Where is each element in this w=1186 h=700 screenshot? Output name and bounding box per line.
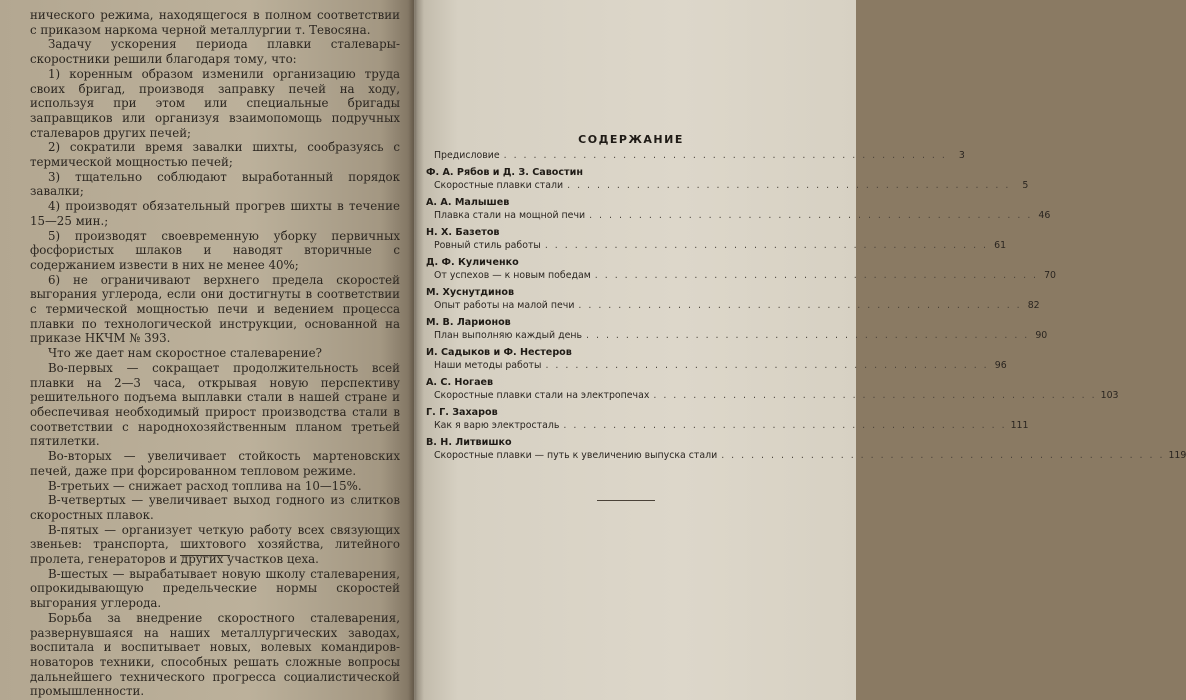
toc-line: [434, 449, 1186, 462]
toc-page-number: 111: [1010, 420, 1029, 431]
toc-entry: [426, 316, 1048, 342]
toc-entry: [426, 376, 1119, 402]
toc-author: Г. Г. Захаров: [426, 407, 498, 418]
toc-page-number: 82: [1027, 300, 1040, 311]
toc-line: [434, 389, 1119, 402]
right-page: [414, 0, 1186, 700]
paragraph: 5) производят своевременную уборку первичных фосфористых шлаков и наводят вторичные с содержанием извести в них не менее 40%;: [30, 228, 400, 272]
toc-leader-dots: . . . . . . . . . . . . . . . . . . . . . . . . . . . . . . . . . . . . . . . . . . . . .: [544, 240, 989, 251]
toc-chapter-title: Опыт работы на малой печи: [434, 300, 575, 311]
toc-line: [434, 419, 1029, 432]
paragraph: нического режима, находящегося в полном соответствии с приказом наркома черной металлургии т. Тевосяна.: [30, 8, 400, 37]
toc-leader-dots: . . . . . . . . . . . . . . . . . . . . . . . . . . . . . . . . . . . . . . . . . . . . .: [653, 390, 1097, 401]
toc-entry: [426, 226, 1007, 252]
paragraph: 4) производят обязательный прогрев шихты в течение 15—25 мин.;: [30, 199, 400, 228]
gutter-shadow: [408, 0, 424, 700]
paragraph: Что же дает нам скоростное сталеварение?: [48, 346, 322, 361]
toc-leader-dots: . . . . . . . . . . . . . . . . . . . . . . . . . . . . . . . . . . . . . . . . . . . . .: [594, 270, 1039, 281]
toc-author: М. В. Ларионов: [426, 317, 511, 328]
paragraph: Во-первых — сокращает продолжительность всей плавки на 2—3 часа, открывая новую перспективу решительного подъема выплавки стали в нашей стране и обеспечивая необходимый прирост производства стали в соответствии с народнохозяйственным планом третьей пятилетки.: [30, 360, 400, 449]
toc-chapter-title: Плавка стали на мощной печи: [434, 210, 586, 221]
toc-chapter-title: Скоростные плавки стали на электропечах: [434, 390, 650, 401]
toc-author: Н. Х. Базетов: [426, 227, 500, 238]
toc-chapter-title: Предисловие: [434, 150, 500, 161]
toc-page-number: 96: [994, 360, 1007, 371]
toc-page-number: 46: [1038, 210, 1051, 221]
toc-page-number: 119: [1168, 450, 1186, 461]
toc-author: М. Хуснутдинов: [426, 287, 515, 298]
toc-author: И. Садыков и Ф. Нестеров: [426, 347, 572, 358]
toc-line: [434, 359, 1007, 372]
toc-page-number: 103: [1100, 390, 1119, 401]
toc-page-number: 70: [1044, 270, 1057, 281]
toc-entry: [426, 196, 1051, 222]
toc-entry: [426, 286, 1040, 312]
left-page-end-rule: [180, 555, 230, 556]
toc-leader-dots: . . . . . . . . . . . . . . . . . . . . . . . . . . . . . . . . . . . . . . . . . . . . .: [721, 450, 1165, 461]
toc-author: А. С. Ногаев: [426, 377, 494, 388]
toc-entry: [426, 166, 1029, 192]
toc-page-number: 61: [994, 240, 1007, 251]
toc-leader-dots: . . . . . . . . . . . . . . . . . . . . . . . . . . . . . . . . . . . . . . . . . . . . .: [545, 360, 989, 371]
toc-chapter-title: Ровный стиль работы: [434, 240, 541, 251]
toc-author: А. А. Малышев: [426, 197, 510, 208]
toc-leader-dots: . . . . . . . . . . . . . . . . . . . . . . . . . . . . . . . . . . . . . . . . . . . . .: [563, 420, 1007, 431]
toc-chapter-title: Скоростные плавки стали: [434, 180, 564, 191]
table-of-contents: [426, 149, 1186, 462]
toc-line: [434, 239, 1007, 252]
toc-chapter-title: Как я варю электросталь: [434, 420, 560, 431]
toc-leader-dots: . . . . . . . . . . . . . . . . . . . . . . . . . . . . . . . . . . . . . . . . . . . . .: [578, 300, 1022, 311]
toc-title: СОДЕРЖАНИЕ: [578, 133, 684, 146]
paragraph: 6) не ограничивают верхнего предела скоростей выгорания углерода, если они достигнуты в соответствии с термической мощностью печи и ведением процесса плавки по технологической инструкции, основанной на приказе НКЧМ № 393.: [30, 272, 400, 346]
toc-author: В. Н. Литвишко: [426, 437, 512, 448]
toc-line: [434, 329, 1048, 342]
toc-entry: [426, 406, 1029, 432]
toc-author: Ф. А. Рябов и Д. З. Савостин: [426, 167, 583, 178]
toc-chapter-title: План выполняю каждый день: [434, 330, 583, 341]
toc-line: [434, 209, 1051, 222]
toc-leader-dots: . . . . . . . . . . . . . . . . . . . . . . . . . . . . . . . . . . . . . . . . . . . . .: [586, 330, 1030, 341]
paragraph: В-третьих — снижает расход топлива на 10—15%.: [48, 478, 362, 493]
toc-line: [434, 149, 965, 162]
paragraph: 1) коренным образом изменили организацию труда своих бригад, производя заправку печей на ходу, используя при этом или специальные бригады заправщиков или организуя взаимопомощь подручных сталеваров других печей;: [30, 66, 400, 140]
paragraph: Во-вторых — увеличивает стойкость мартеновских печей, даже при форсированном тепловом режиме.: [30, 449, 400, 478]
toc-line: [434, 299, 1040, 312]
paragraph: В-четвертых — увеличивает выход годного из слитков скоростных плавок.: [30, 493, 400, 522]
toc-line: [434, 269, 1057, 282]
toc-page-number: 5: [1022, 180, 1029, 191]
toc-chapter-title: От успехов — к новым победам: [434, 270, 591, 281]
left-page: [0, 0, 414, 700]
toc-line: [434, 179, 1029, 192]
paragraph: Задачу ускорения периода плавки сталевары-скоростники решили благодаря тому, что:: [30, 37, 400, 67]
toc-chapter-title: Наши методы работы: [434, 360, 542, 371]
toc-entry: [426, 256, 1057, 282]
paragraph: 2) сократили время завалки шихты, сообразуясь с термической мощностью печей;: [30, 140, 400, 170]
paragraph: Борьба за внедрение скоростного сталеварения, развернувшаяся на наших металлургических заводах, воспитала и воспитывает новых, волевых командиров-новаторов техники, способных решать сложные вопросы дальнейшего технического прогресса социалистической промышленности.: [30, 610, 400, 699]
toc-entry: [426, 436, 1186, 462]
toc-leader-dots: . . . . . . . . . . . . . . . . . . . . . . . . . . . . . . . . . . . . . . . . . . . . .: [567, 180, 1011, 191]
paragraph: В-шестых — вырабатывает новую школу сталеварения, опрокидывающую предельческие нормы скоростей выгорания углерода.: [30, 566, 400, 611]
left-page-text: [30, 8, 400, 699]
toc-page-number: 3: [958, 150, 965, 161]
toc-leader-dots: . . . . . . . . . . . . . . . . . . . . . . . . . . . . . . . . . . . . . . . . . . . . .: [503, 150, 947, 161]
toc-leader-dots: . . . . . . . . . . . . . . . . . . . . . . . . . . . . . . . . . . . . . . . . . . . . .: [589, 210, 1033, 221]
right-page-end-rule: [597, 500, 655, 501]
paragraph: 3) тщательно соблюдают выработанный порядок завалки;: [30, 169, 400, 199]
toc-author: Д. Ф. Куличенко: [426, 257, 519, 268]
toc-chapter-title: Скоростные плавки — путь к увеличению выпуска стали: [434, 450, 718, 461]
toc-entry: [434, 149, 965, 162]
toc-entry: [426, 346, 1007, 372]
paragraph: В-пятых — организует четкую работу всех связующих звеньев: транспорта, шихтового хозяйства, литейного пролета, генераторов и других участков цеха.: [30, 522, 400, 567]
toc-page-number: 90: [1035, 330, 1048, 341]
